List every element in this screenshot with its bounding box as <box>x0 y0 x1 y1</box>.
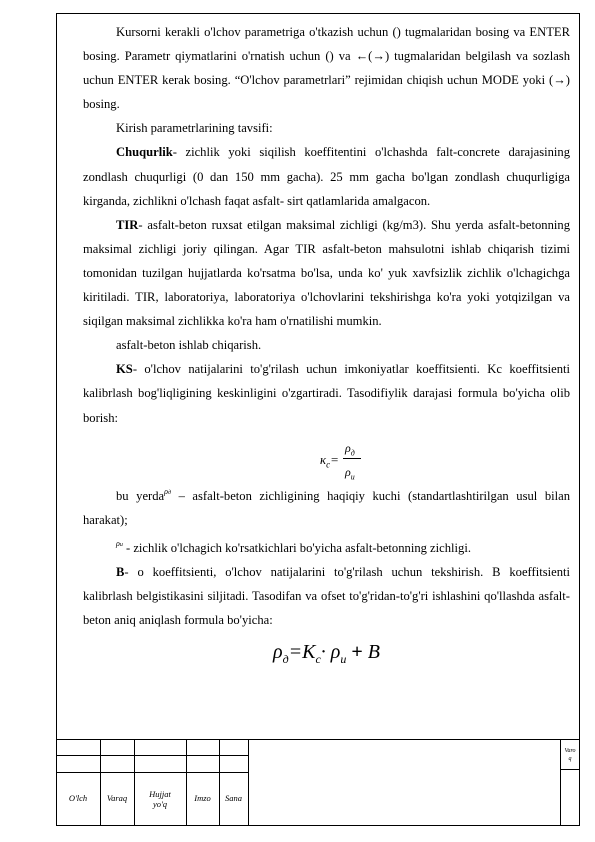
stamp-vline-5 <box>248 739 249 826</box>
stamp-vline-1 <box>100 739 101 826</box>
rho-u-text: - zichlik o'lchagich ko'rsatkichlari bo'yicha asfalt-betonning zichligi. <box>126 540 471 555</box>
formula-rho-d <box>83 634 570 670</box>
stamp-vline-2 <box>134 739 135 826</box>
f2-sub-c: c <box>315 652 321 667</box>
paragraph-b <box>83 560 570 632</box>
stamp-label-sheet: Varo q <box>564 748 576 762</box>
term-tir: TIR <box>116 217 139 232</box>
ks-text: - o'lchov natijalarini to'g'rilash uchun imkoniyatlar koeffitsienti. Kc koeffitsienti kalibrlash bog'liqligining keskinligini o'zgartiradi. Tasodifiylik darajasi formula bo'yicha olib borish: <box>83 362 570 425</box>
paragraph-rho-d <box>83 480 570 532</box>
stamp-vline-3 <box>186 739 187 826</box>
formula-kc-lhs: к <box>320 451 327 467</box>
paragraph-1: Kursorni kerakli o'lchov parametriga o'tkazish uchun () tugmalaridan bosing va ENTER bosing. Parametr qiymatlarini o'rnatish uchun () va ←(→) tugmalaridan belgilash va sozlash uchun ENTER kerak bosing. “O'lchov parametrlari” rejimidan chiqish uchun MODE yoki (→) bosing. <box>83 25 570 112</box>
f2-plus: + <box>351 641 363 664</box>
f2-eq: = <box>288 641 303 664</box>
paragraph-ks <box>83 357 570 429</box>
paragraph-chuqurlik <box>83 140 570 212</box>
f2-k: К <box>302 641 316 664</box>
stamp-label-olch: O'lch <box>68 793 88 803</box>
term-chuqurlik: Chuqurlik <box>116 145 173 160</box>
f2-b: B <box>367 641 381 664</box>
formula-kc-den: ρ <box>345 464 351 479</box>
paragraph-tir <box>83 213 570 333</box>
stamp-vline-4 <box>219 739 220 826</box>
rho-d-symbol: ρ <box>164 486 168 496</box>
rho-d-pre: bu yerda <box>116 488 165 503</box>
paragraph-rho-u <box>83 532 570 560</box>
stamp-label-sana: Sana <box>225 793 242 803</box>
formula-kc-lhs-sub: c <box>326 459 331 470</box>
stamp-label-imzo: Imzo <box>194 793 211 803</box>
f2-rho: ρ <box>272 641 283 664</box>
stamp-label-varaq: Varaq <box>106 793 128 803</box>
tir-text: - asfalt-beton ruxsat etilgan maksimal zichligi (kg/m3). Shu yerda asfalt-betonning maksimal zichligi joriy qilingan. Agar TIR asfalt-beton mahsulotni ishlab chiqarish tizimi tomonidan tuzilgan hujjatlarda ko'rsatma bo'lsa, unda ko' yuk xavfsizlik zichlik o'lchagichga kiritiladi. TIR, laboratoriya, laboratoriya o'lchovlarini tekshirishga ko'ra yoki yotqizilgan va siqilgan maksimal zichlikka ko'ra ham o'rnatilishi mumkin. <box>83 217 570 329</box>
document-body <box>83 20 570 670</box>
paragraph-5: asfalt-beton ishlab chiqarish. <box>116 338 262 353</box>
term-ks: KS <box>116 362 133 377</box>
formula-kc <box>83 430 570 480</box>
rho-u-symbol: ρ <box>116 538 120 548</box>
term-b: B <box>116 564 125 579</box>
paragraph-2: Kirish parametrlarining tavsifi: <box>116 121 273 136</box>
stamp-line-sheet <box>560 769 580 770</box>
formula-kc-den-sub: и <box>350 471 355 481</box>
f2-sub-d: д <box>282 652 289 667</box>
f2-dot: · <box>320 641 326 664</box>
formula-kc-num: ρ <box>345 440 351 455</box>
f2-sub-u: и <box>340 652 347 667</box>
f2-rho2: ρ <box>330 641 341 664</box>
title-block-stamp <box>56 739 580 826</box>
formula-kc-eq: = <box>330 451 339 467</box>
b-text: - o koeffitsienti, o'lchov natijalarini to'g'rilash uchun tekshirish. B koeffitsienti kalibrlash belgistikasini siljitadi. Tasodifan va ofset to'g'ridan-to'g'ri ishlashini qo'llashda asfalt-beton aniq aniqlash formula bo'yicha: <box>83 564 570 628</box>
rho-u-sub: и <box>119 541 123 548</box>
rho-d-text: – asfalt-beton zichligining haqiqiy kuchi (standartlashtirilgan usul bilan harakat); <box>83 488 570 527</box>
stamp-label-hujjat: Hujjat yo'q <box>149 789 171 809</box>
rho-d-sub: д <box>167 489 172 496</box>
formula-kc-num-sub: д <box>350 447 355 457</box>
formula-kc-fraction-bar <box>343 458 361 459</box>
chuqurlik-text: - zichlik yoki siqilish koeffitentini o'lchashda falt-concrete darajasining zondlash chuqurligi (0 dan 150 mm gacha). 25 mm gacha bo'lgan zondlash chuqurligiga kirganda, zichlikni o'lchash faqat asfalt- sirt qatlamlarida amalgacon. <box>83 145 570 208</box>
